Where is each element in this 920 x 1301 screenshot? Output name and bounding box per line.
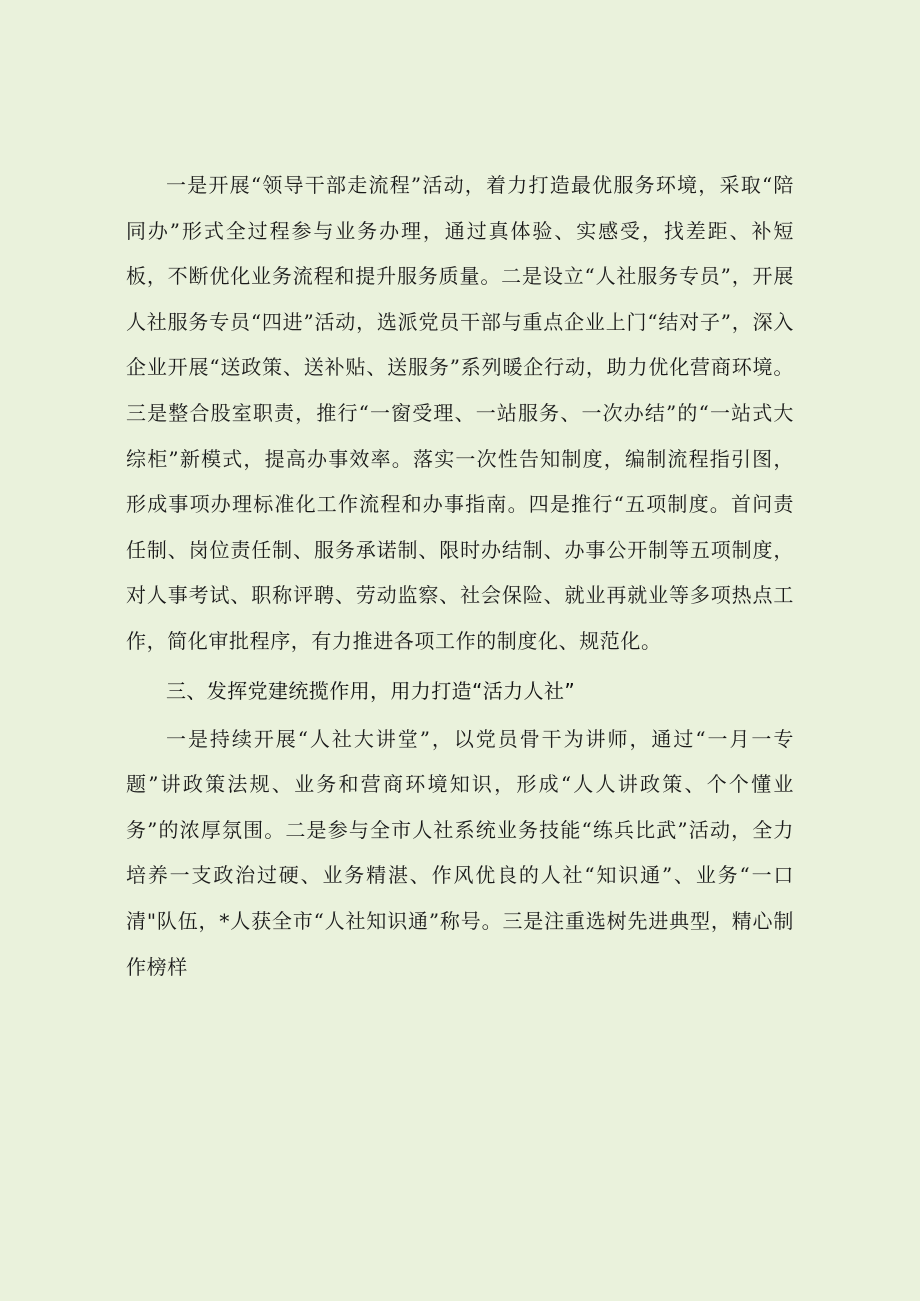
body-paragraph-2: 一是持续开展“人社大讲堂”，以党员骨干为讲师，通过“一月一专题”讲政策法规、业务和营商环境知识，形成“人人讲政策、个个懂业务”的浓厚氛围。二是参与全市人社系统业务技能“练兵比武”活动，全力培养一支政治过硬、业务精湛、作风优良的人社“知识通”、业务“一口清"队伍，*人获全市“人社知识通”称号。三是注重选树先进典型，精心制作榜样 (126, 726, 794, 979)
section-heading-3: 三、发挥党建统揽作用，用力打造“活力人社” (166, 678, 576, 703)
body-paragraph-1: 一是开展“领导干部走流程”活动，着力打造最优服务环境，采取“陪同办”形式全过程参与业务办理，通过真体验、实感受，找差距、补短板，不断优化业务流程和提升服务质量。二是设立“人社服务专员”，开展人社服务专员“四进”活动，选派党员干部与重点企业上门“结对子”，深入企业开展“送政策、送补贴、送服务”系列暖企行动，助力优化营商环境。三是整合股室职责，推行“一窗受理、一站服务、一次办结”的“一站式大综柜”新模式，提高办事效率。落实一次性告知制度，编制流程指引图，形成事项办理标准化工作流程和办事指南。四是推行“五项制度。首问责任制、岗位责任制、服务承诺制、限时办结制、办事公开制等五项制度，对人事考试、职称评聘、劳动监察、社会保险、就业再就业等多项热点工作，简化审批程序，有力推进各项工作的制度化、规范化。 (126, 173, 794, 653)
document-body (126, 163, 794, 990)
